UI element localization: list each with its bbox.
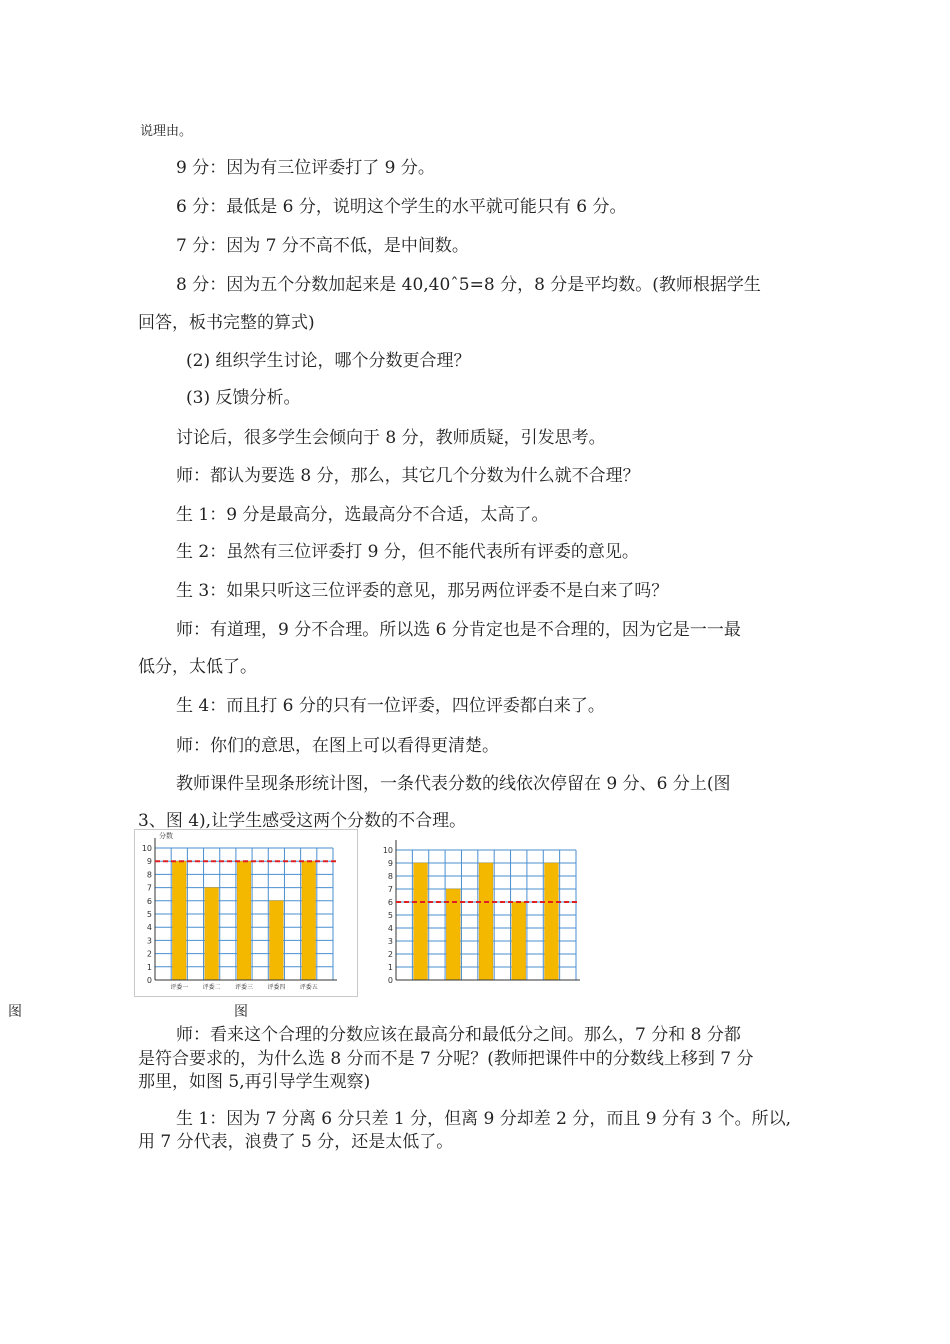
y-tick-label: 9	[387, 859, 393, 868]
y-tick-label: 6	[387, 898, 393, 907]
text-line: 师：都认为要选 8 分，那么，其它几个分数为什么就不合理？	[176, 466, 640, 486]
y-tick-label: 0	[146, 976, 152, 985]
y-tick-label: 8	[387, 872, 393, 881]
bar	[479, 863, 493, 980]
text-line: 生 3：如果只听这三位评委的意见，那另两位评委不是白来了吗？	[176, 581, 669, 601]
text-line: 师：你们的意思，在图上可以看得更清楚。	[176, 736, 499, 756]
bar	[545, 863, 559, 980]
text-line: 说理由。	[140, 124, 193, 139]
y-axis-label: 分数	[159, 832, 173, 840]
y-tick-label: 5	[387, 911, 393, 920]
text-line: 用 7 分代表，浪费了 5 分，还是太低了。	[138, 1132, 454, 1152]
text-line: 9 分：因为有三位评委打了 9 分。	[176, 158, 435, 178]
bar-chart-svg	[135, 830, 357, 996]
y-tick-label: 4	[387, 924, 393, 933]
bar-chart-figure-3	[134, 829, 358, 997]
text-line: 7 分：因为 7 分不高不低，是中间数。	[176, 236, 469, 256]
y-tick-label: 1	[387, 963, 393, 972]
y-tick-label: 5	[146, 910, 152, 919]
text-line: 师：有道理，9 分不合理。所以选 6 分肯定也是不合理的，因为它是一一最	[176, 620, 741, 640]
y-tick-label: 0	[387, 976, 393, 985]
text-line: 讨论后，很多学生会倾向于 8 分，教师质疑，引发思考。	[176, 428, 606, 448]
y-tick-label: 4	[146, 923, 152, 933]
y-tick-label: 9	[146, 857, 152, 867]
y-tick-label: 3	[146, 936, 152, 946]
x-tick-label: 评委三	[234, 984, 254, 991]
x-tick-label: 评委四	[267, 984, 286, 991]
text-line: 是符合要求的，为什么选 8 分而不是 7 分呢？(教师把课件中的分数线上移到 7 分	[138, 1049, 754, 1069]
text-line: 3、图 4),让学生感受这两个分数的不合理。	[138, 811, 467, 831]
text-line: 教师课件呈现条形统计图，一条代表分数的线依次停留在 9 分、6 分上(图	[176, 774, 731, 794]
text-line: 生 2：虽然有三位评委打 9 分，但不能代表所有评委的意见。	[176, 542, 639, 562]
bar-chart-svg	[378, 840, 582, 990]
text-line: 低分，太低了。	[138, 657, 257, 677]
y-tick-label: 1	[146, 962, 152, 972]
y-tick-label: 7	[387, 885, 393, 894]
figure-caption: 图	[234, 1004, 248, 1020]
bar	[414, 863, 428, 980]
bar	[172, 861, 186, 980]
x-tick-label: 评委五	[299, 984, 318, 991]
figure-caption: 图	[8, 1004, 22, 1020]
bar	[237, 861, 251, 980]
y-tick-label: 2	[146, 949, 152, 959]
x-tick-label: 评委一	[170, 984, 189, 991]
bar	[302, 861, 316, 980]
bar	[270, 901, 284, 980]
y-tick-label: 7	[146, 883, 152, 893]
text-line: 生 4：而且打 6 分的只有一位评委，四位评委都白来了。	[176, 696, 605, 716]
x-tick-label: 评委二	[202, 984, 221, 991]
y-tick-label: 3	[387, 937, 393, 946]
y-tick-label: 8	[146, 870, 152, 880]
y-tick-label: 6	[146, 896, 152, 906]
text-line: 生 1：9 分是最高分，选最高分不合适，太高了。	[176, 505, 549, 525]
text-line: 那里，如图 5,再引导学生观察)	[138, 1072, 371, 1092]
text-line: 生 1：因为 7 分离 6 分只差 1 分，但离 9 分却差 2 分，而且 9 分有 3 个。所以,	[176, 1109, 791, 1129]
text-line: 师：看来这个合理的分数应该在最高分和最低分之间。那么，7 分和 8 分都	[176, 1025, 741, 1045]
y-tick-label: 10	[141, 844, 152, 853]
text-line: 回答，板书完整的算式)	[138, 313, 315, 333]
bar-chart-figure-4	[378, 840, 582, 990]
bar	[512, 902, 526, 980]
y-tick-label: 2	[387, 950, 393, 959]
text-line: 6 分：最低是 6 分，说明这个学生的水平就可能只有 6 分。	[176, 197, 627, 217]
text-line: (2) 组织学生讨论，哪个分数更合理？	[186, 351, 471, 371]
text-line: (3) 反馈分析。	[186, 388, 301, 408]
text-line: 8 分：因为五个分数加起来是 40,40ˆ5=8 分，8 分是平均数。(教师根据学生	[176, 275, 761, 295]
bar	[205, 888, 219, 980]
y-tick-label: 10	[382, 846, 393, 855]
